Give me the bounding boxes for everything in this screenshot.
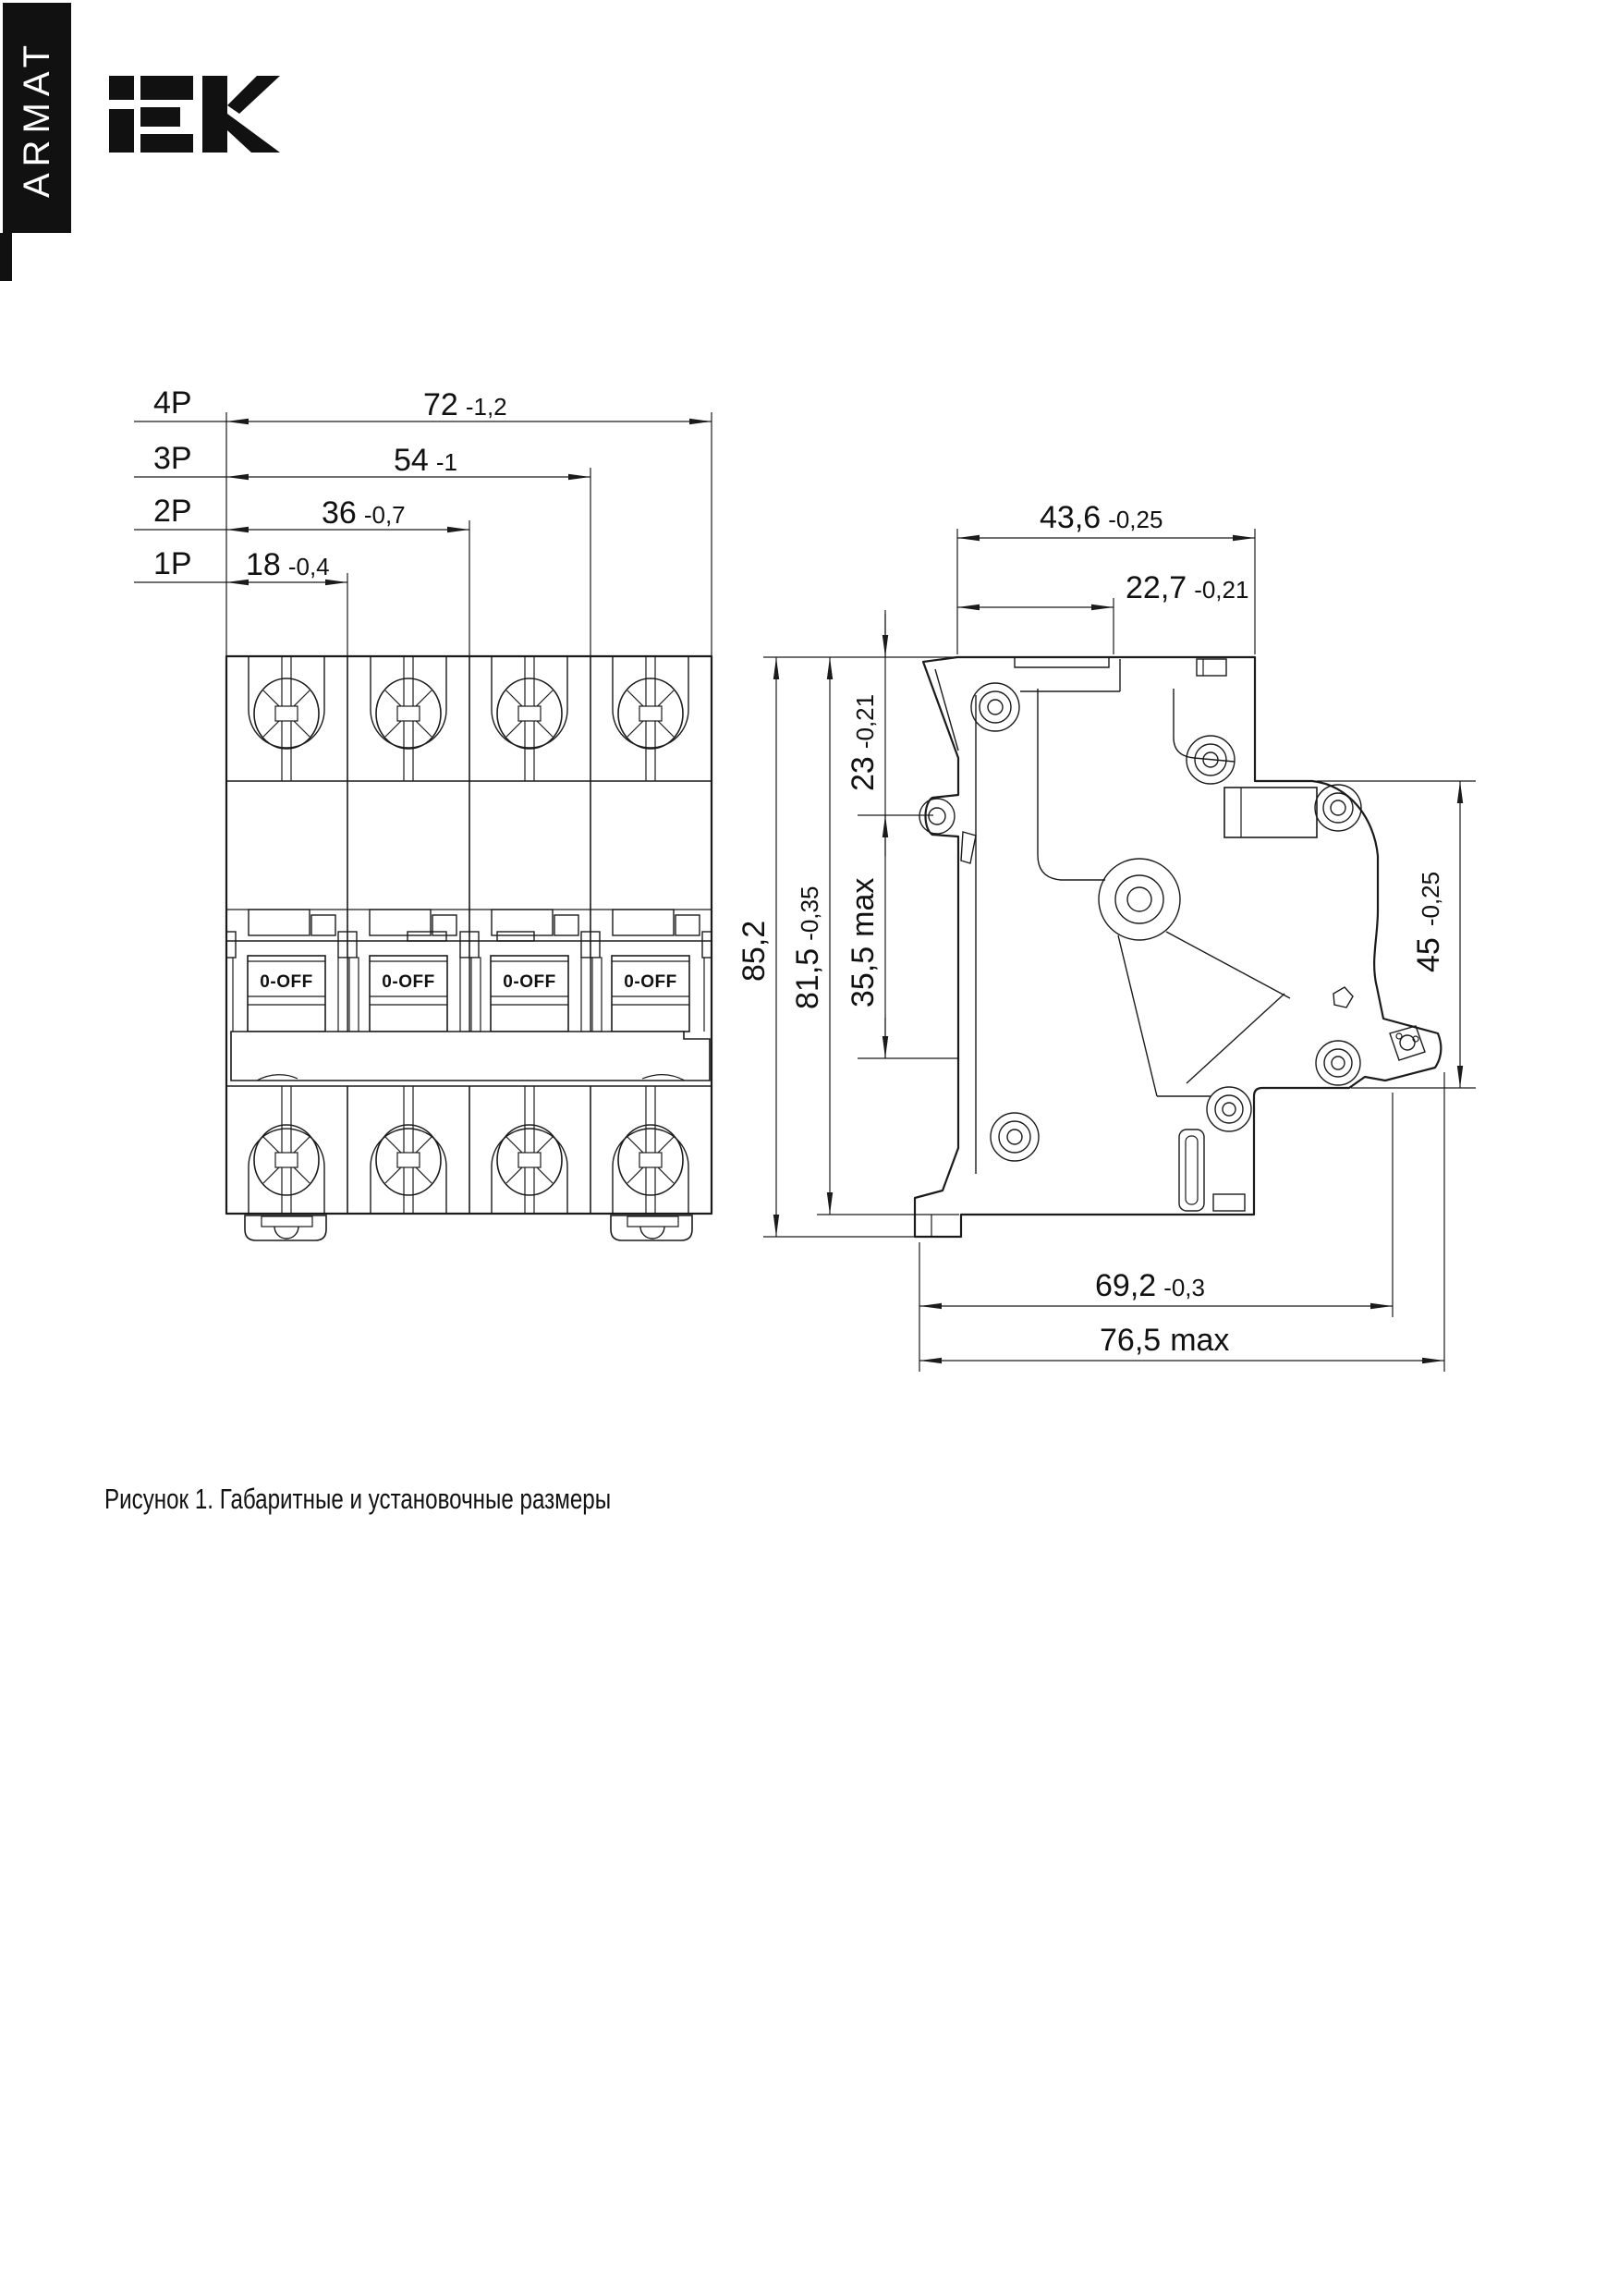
handle-position-label: 0-OFF (382, 972, 435, 992)
dim-depth-bottom: 69,2 -0,3 (1095, 1268, 1205, 1303)
pole-count-label-2p: 2P (153, 494, 192, 529)
toggle-handle (612, 956, 689, 1032)
dim-height-overall: 85,2 (736, 920, 772, 982)
dim-top-to-hook: 23-0,21 (846, 693, 881, 791)
handle-position-label: 0-OFF (503, 972, 556, 992)
brand-sidebar (0, 3, 71, 281)
iek-logo (109, 76, 280, 153)
dim-depth-to-din: 22,7 -0,21 (1126, 570, 1249, 605)
dim-height-body: 81,5-0,35 (790, 885, 825, 1009)
front-body (226, 656, 712, 1240)
dim-din-recess: 35,5max (846, 877, 881, 1008)
side-body (915, 657, 1441, 1237)
dim-width-3p: 54 -1 (394, 443, 457, 478)
toggle-handle (248, 956, 325, 1032)
toggle-handle (491, 956, 568, 1032)
handle-position-label: 0-OFF (624, 972, 677, 992)
handle-tie-bar (231, 1032, 710, 1081)
front-handles (233, 956, 704, 1032)
dim-width-2p: 36 -0,7 (322, 495, 406, 531)
din-rail-tabs (245, 1215, 692, 1240)
pole-count-label-1p: 1P (153, 546, 192, 581)
dim-width-4p: 72 -1,2 (423, 387, 507, 422)
toggle-handle (370, 956, 447, 1032)
figure-caption: Рисунок 1. Габаритные и установочные размеры (104, 1483, 612, 1515)
side-view (736, 500, 1476, 1372)
pole-count-label-4p: 4P (153, 385, 192, 421)
dim-width-1p: 18 -0,4 (246, 547, 330, 582)
front-dimensions (134, 385, 712, 656)
dim-depth-top: 43,6 -0,25 (1040, 500, 1163, 535)
brand-series-label: ARMAT (17, 38, 57, 198)
front-view (134, 385, 712, 1240)
sidebar-edge-strip (0, 233, 12, 281)
dim-front-height: 45-0,25 (1411, 871, 1446, 972)
handle-position-label: 0-OFF (260, 972, 313, 992)
dim-depth-bottom-max: 76,5 max (1100, 1323, 1230, 1358)
pole-count-label-3p: 3P (153, 441, 192, 476)
